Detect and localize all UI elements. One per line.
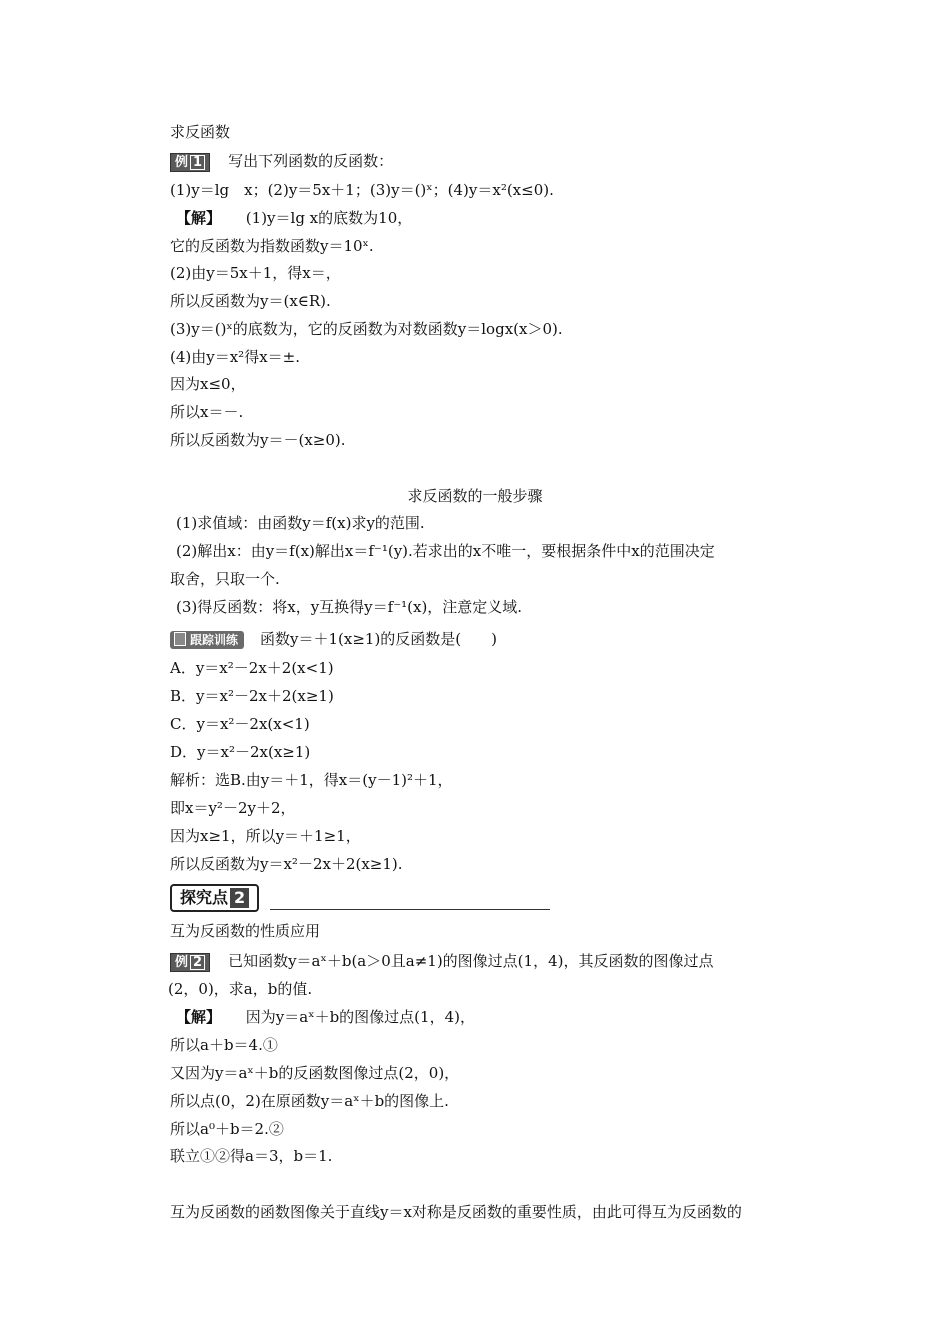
example-1-prompt (170, 150, 393, 172)
solution-2-first (176, 1006, 475, 1028)
analysis-line: 解析：选B.由y＝＋1，得x＝(y－1)²＋1， (170, 771, 453, 789)
closing-paragraph: 互为反函数的函数图像关于直线y＝x对称是反函数的重要性质，由此可得互为反函数的 (170, 1203, 742, 1221)
example-2-prompt (170, 950, 713, 972)
solution-line: (4)由y＝x²得x＝±. (170, 348, 300, 366)
option-b: B．y＝x²－2x＋2(x≥1) (170, 687, 334, 705)
solution-line: (2)由y＝5x＋1，得x＝， (170, 264, 341, 282)
solution-line: 所以反函数为y＝－(x≥0). (170, 431, 346, 449)
steps-title: 求反函数的一般步骤 (407, 487, 543, 505)
step-item: (1)求值域：由函数y＝f(x)求y的范围. (176, 514, 425, 532)
option-a: A．y＝x²－2x＋2(x<1) (170, 659, 334, 677)
solution-line: 所以点(0，2)在原函数y＝aˣ＋b的图像上. (170, 1092, 449, 1110)
option-d: D．y＝x²－2x(x≥1) (170, 743, 311, 761)
section-heading: 互为反函数的性质应用 (170, 922, 321, 940)
solution-line: 又因为y＝aˣ＋b的反函数图像过点(2，0)， (170, 1064, 460, 1082)
example-2-text-cont: (2，0)，求a，b的值. (168, 980, 313, 998)
analysis-line: 即x＝y²－2y＋2， (170, 799, 296, 817)
solution-line: 所以a＋b＝4.① (170, 1036, 278, 1054)
practice-badge: 跟踪训练 (170, 631, 244, 649)
solution-line: 联立①②得a＝3，b＝1. (170, 1147, 333, 1165)
practice-question: 函数y＝＋1(x≥1)的反函数是( ) (260, 630, 498, 648)
example-badge: 例 1 (170, 153, 210, 172)
solution-line: 所以x＝－. (170, 403, 244, 421)
solution-line: 所以a⁰＋b＝2.② (170, 1120, 284, 1138)
topic-heading: 求反函数 (170, 123, 231, 141)
section-tag: 探究点 2 (170, 884, 259, 912)
section-header (170, 884, 550, 910)
step-item: 取舍，只取一个. (170, 570, 280, 588)
analysis-line: 因为x≥1，所以y＝＋1≥1， (170, 827, 361, 845)
practice-question-row (170, 628, 497, 650)
example-1-parts: (1)y＝lg x；(2)y＝5x＋1；(3)y＝()ˣ；(4)y＝x²(x≤0). (170, 181, 554, 199)
option-c: C．y＝x²－2x(x<1) (170, 715, 310, 733)
example-1-text: 写出下列函数的反函数： (228, 152, 394, 170)
analysis-line: 所以反函数为y＝x²－2x＋2(x≥1). (170, 855, 403, 873)
solution-label: 【解】 (176, 209, 222, 227)
solution-line: 因为y＝aˣ＋b的图像过点(1，4)， (245, 1008, 475, 1026)
solution-line: 它的反函数为指数函数y＝10ˣ. (170, 237, 374, 255)
solution-label: 【解】 (176, 1008, 222, 1026)
example-2-text: 已知函数y＝aˣ＋b(a＞0且a≠1)的图像过点(1，4)，其反函数的图像过点 (228, 952, 714, 970)
solution-line: (1)y＝lg x的底数为10， (245, 209, 413, 227)
solution-line: 因为x≤0， (170, 375, 246, 393)
solution-1-first (176, 207, 412, 229)
solution-line: (3)y＝()ˣ的底数为，它的反函数为对数函数y＝logx(x＞0). (170, 320, 563, 338)
document-icon (174, 632, 186, 646)
step-item: (2)解出x：由y＝f(x)解出x＝f⁻¹(y).若求出的x不唯一，要根据条件中x的范围决定 (176, 542, 715, 560)
section-divider (270, 909, 550, 910)
step-item: (3)得反函数：将x，y互换得y＝f⁻¹(x)，注意定义域. (176, 598, 523, 616)
example-badge: 例 2 (170, 953, 210, 972)
solution-line: 所以反函数为y＝(x∈R). (170, 292, 331, 310)
